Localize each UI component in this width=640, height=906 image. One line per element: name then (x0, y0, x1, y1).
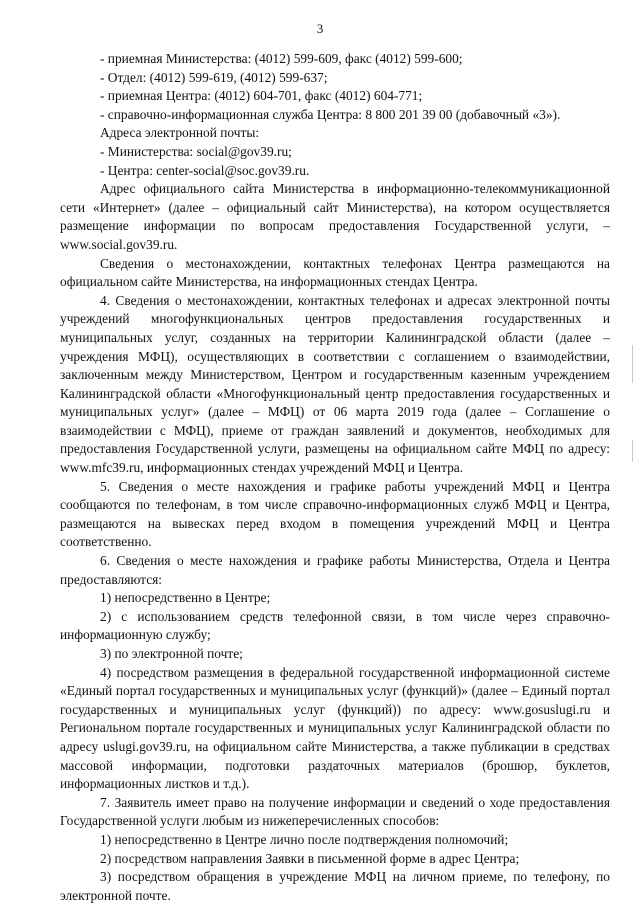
clause-7-item-3: 3) посредством обращения в учреждение МФЦ на личном приеме, по телефону, по электронной почте. (60, 869, 610, 903)
center-info-paragraph: Сведения о местонахождении, контактных телефонах Центра размещаются на официальном сайте Министерства, на информационных стендах Центра. (60, 255, 610, 290)
document-body (60, 50, 610, 905)
scan-margin-mark (632, 440, 633, 462)
contact-department: - Отдел: (4012) 599-619, (4012) 599-637; (100, 69, 328, 85)
clause-6-item-2: 2) с использованием средств телефонной связи, в том числе через справочно-информационную службу; (60, 608, 610, 643)
clause-6-item-4: 4) посредством размещения в федеральной государственной информационной системе «Единый портал государственных и муниципальных услуг (функций)» (далее – Единый портал государственных и муниципальных услуг (функций)) по адресу: www.gosuslugi.ru и Региональном портале государственных и муниципальных услуг Калининградской области по адресу uslugi.gov39.ru, на официальном сайте Министерства, а также публикации в средствах массовой информации, подготовки раздаточных материалов (брошюр, буклетов, информационных листков и т.д.). (60, 664, 610, 792)
clause-7-item-1: 1) непосредственно в Центре лично после подтверждения полномочий; (100, 831, 509, 847)
email-center: - Центра: center-social@soc.gov39.ru. (100, 162, 310, 178)
contact-reception-center: - приемная Центра: (4012) 604-701, факс (4012) 604-771; (100, 88, 423, 104)
scan-margin-mark (632, 345, 633, 383)
contact-helpline-center: - справочно-информационная служба Центра: 8 800 201 39 00 (добавочный «3»). (100, 106, 561, 122)
clause-6-item-3: 3) по электронной почте; (100, 646, 243, 661)
clause-5-paragraph: 5. Сведения о месте нахождения и графике работы учреждений МФЦ и Центра сообщаются по телефонам, в том числе справочно-информационных служб МФЦ и Центра, размещаются на вывесках перед входом в помещения учреждений МФЦ и Центра соответственно. (60, 478, 610, 550)
email-ministry: - Министерства: social@gov39.ru; (100, 143, 292, 159)
clause-6-paragraph: 6. Сведения о месте нахождения и графике работы Министерства, Отдела и Центра предоставляются: (60, 553, 610, 587)
clause-4-paragraph: 4. Сведения о местонахождении, контактных телефонах и адресах электронной почты учреждений многофункциональных центров предоставления государственных и муниципальных услуг, созданных на территории Калининградской области (далее – учреждения МФЦ), осуществляющих в соответствии с соглашением о взаимодействии, заключенным между Министерством, Центром и государственным казенным учреждением Калининградской области «Многофункциональный центр предоставления государственных и муниципальных услуг» (далее – МФЦ) от 06 марта 2019 года (далее – Соглашение о взаимодействии с МФЦ), приеме от граждан заявлений и документов, необходимых для предоставления Государственной услуги, размещены на официальном сайте МФЦ по адресу: www.mfc39.ru, информационных стендах учреждений МФЦ и Центра. (60, 292, 610, 476)
contact-reception-ministry: - приемная Министерства: (4012) 599-609, факс (4012) 599-600; (100, 51, 463, 66)
official-site-paragraph: Адрес официального сайта Министерства в информационно-телекоммуникационной сети «Интернет» (далее – официальный сайт Министерства), на котором осуществляется размещение информации по вопросам предоставления Государственной услуги, – www.social.gov39.ru. (60, 181, 610, 252)
email-heading: Адреса электронной почты: (100, 125, 260, 141)
clause-6-item-1: 1) непосредственно в Центре; (100, 590, 271, 606)
clause-7-item-2: 2) посредством направления Заявки в письменной форме в адрес Центра; (100, 850, 520, 866)
clause-7-paragraph: 7. Заявитель имеет право на получение информации и сведений о ходе предоставления Государственной услуги любым из нижеперечисленных способов: (60, 794, 610, 829)
page-number: 3 (316, 21, 324, 36)
